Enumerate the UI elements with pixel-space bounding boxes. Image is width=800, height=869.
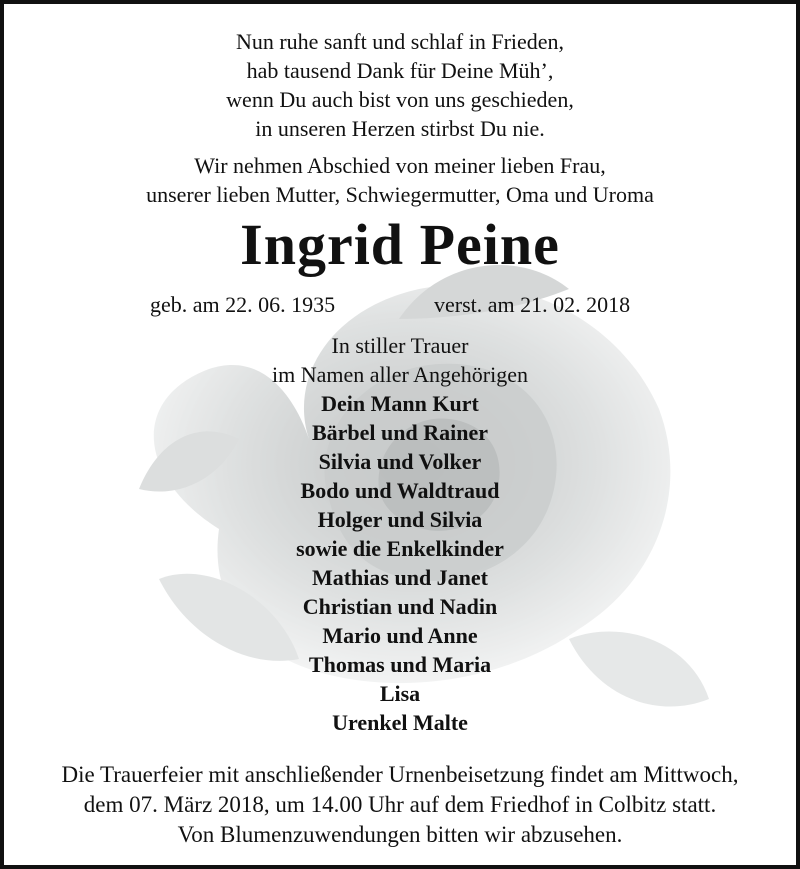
poem-line-3: wenn Du auch bist von uns geschieden, [226, 87, 574, 112]
family-member: Bärbel und Rainer [311, 420, 489, 445]
family-member: Bodo und Waldtraud [300, 478, 500, 503]
family-member: Urenkel Malte [332, 710, 468, 735]
family-member: Lisa [379, 681, 421, 706]
intro-line-2: unserer lieben Mutter, Schwiegermutter, Oma und Uroma [146, 182, 654, 207]
death-date: verst. am 21. 02. 2018 [434, 292, 631, 317]
family-member: sowie die Enkelkinder [296, 536, 504, 561]
footer-line-3: Von Blumenzuwendungen bitten wir abzusehen. [177, 822, 623, 847]
mourning-line-2: im Namen aller Angehörigen [272, 362, 528, 387]
footer-line-1: Die Trauerfeier mit anschließender Urnenbeisetzung findet am Mittwoch, [61, 762, 739, 787]
birth-date: geb. am 22. 06. 1935 [150, 292, 336, 317]
family-member: Mathias und Janet [311, 565, 489, 590]
family-member: Silvia und Volker [318, 449, 482, 474]
family-member: Christian und Nadin [302, 594, 498, 619]
family-member: Thomas und Maria [308, 652, 492, 677]
family-member: Holger und Silvia [317, 507, 483, 532]
family-member: Dein Mann Kurt [321, 391, 479, 416]
family-member: Mario und Anne [322, 623, 478, 648]
footer-line-2: dem 07. März 2018, um 14.00 Uhr auf dem Friedhof in Colbitz statt. [83, 792, 717, 817]
deceased-name: Ingrid Peine [240, 212, 560, 277]
poem-line-4: in unseren Herzen stirbst Du nie. [255, 116, 545, 141]
poem-line-1: Nun ruhe sanft und schlaf in Frieden, [235, 29, 565, 54]
poem-line-2: hab tausend Dank für Deine Müh’, [246, 58, 554, 83]
intro-line-1: Wir nehmen Abschied von meiner lieben Frau, [194, 153, 606, 178]
mourning-line-1: In stiller Trauer [331, 333, 469, 358]
